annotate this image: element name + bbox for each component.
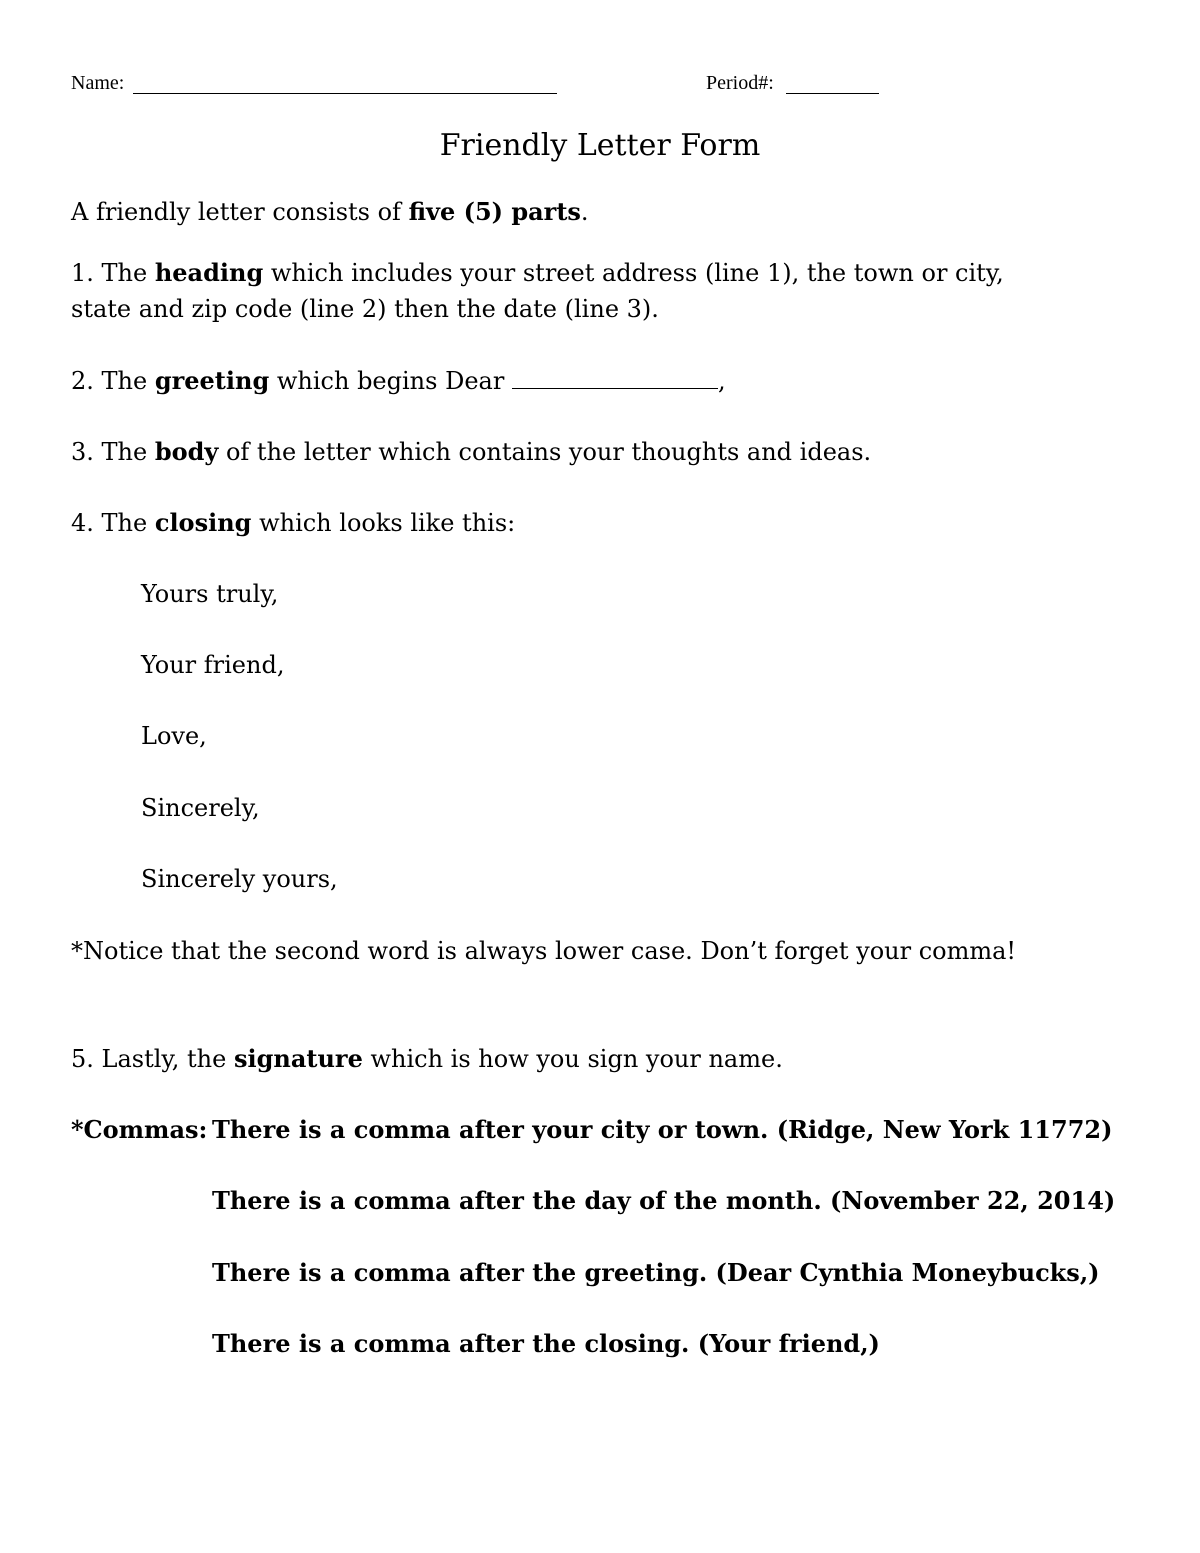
closing-example: Sincerely, — [141, 794, 260, 822]
part3-text: of the letter which contains your thoughts and ideas. — [218, 438, 872, 466]
part1-prefix: 1. The — [71, 259, 155, 287]
part3-term: body — [154, 437, 219, 466]
part4-text: which looks like this: — [251, 509, 516, 537]
greeting-blank-line[interactable] — [512, 387, 718, 389]
part2-end: , — [717, 367, 726, 395]
part5-prefix: 5. Lastly, the — [71, 1045, 234, 1073]
intro-text: A friendly letter consists of — [71, 198, 409, 226]
closing-example: Sincerely yours, — [141, 865, 338, 893]
part-closing — [71, 508, 515, 537]
name-blank-line[interactable] — [133, 92, 557, 94]
period-blank-line[interactable] — [786, 92, 879, 94]
part-heading-line2: state and zip code (line 2) then the date (line 3). — [71, 295, 659, 323]
intro-line — [71, 197, 589, 226]
comma-rule: There is a comma after the closing. (Your friend,) — [212, 1329, 880, 1358]
closing-example: Yours truly, — [141, 580, 279, 608]
comma-rule: There is a comma after the day of the month. (November 22, 2014) — [212, 1186, 1116, 1215]
part1-text: which includes your street address (line 1), the town or city, — [263, 259, 1004, 287]
part5-text: which is how you sign your name. — [362, 1045, 783, 1073]
intro-bold: five (5) parts — [408, 197, 581, 226]
part-body — [71, 437, 871, 466]
page-title: Friendly Letter Form — [439, 128, 761, 163]
part5-term: signature — [233, 1044, 363, 1073]
part3-prefix: 3. The — [71, 438, 155, 466]
part4-prefix: 4. The — [71, 509, 155, 537]
part-heading-line1 — [71, 258, 1004, 287]
period-label: Period#: — [706, 72, 774, 94]
notice-text: *Notice that the second word is always lower case. Don’t forget your comma! — [71, 937, 1017, 965]
part2-prefix: 2. The — [71, 367, 155, 395]
closing-example: Love, — [141, 722, 207, 750]
comma-rule: There is a comma after the greeting. (Dear Cynthia Moneybucks,) — [212, 1258, 1100, 1287]
part2-term: greeting — [154, 366, 270, 395]
commas-label: *Commas: — [71, 1115, 208, 1144]
closing-example: Your friend, — [141, 651, 285, 679]
part4-term: closing — [154, 508, 252, 537]
comma-rule: There is a comma after your city or town. (Ridge, New York 11772) — [212, 1115, 1113, 1144]
part-greeting — [71, 366, 726, 395]
name-label: Name: — [71, 72, 125, 94]
part1-term: heading — [154, 258, 264, 287]
part2-text: which begins Dear — [269, 367, 512, 395]
intro-end: . — [580, 198, 589, 226]
part-signature — [71, 1044, 783, 1073]
